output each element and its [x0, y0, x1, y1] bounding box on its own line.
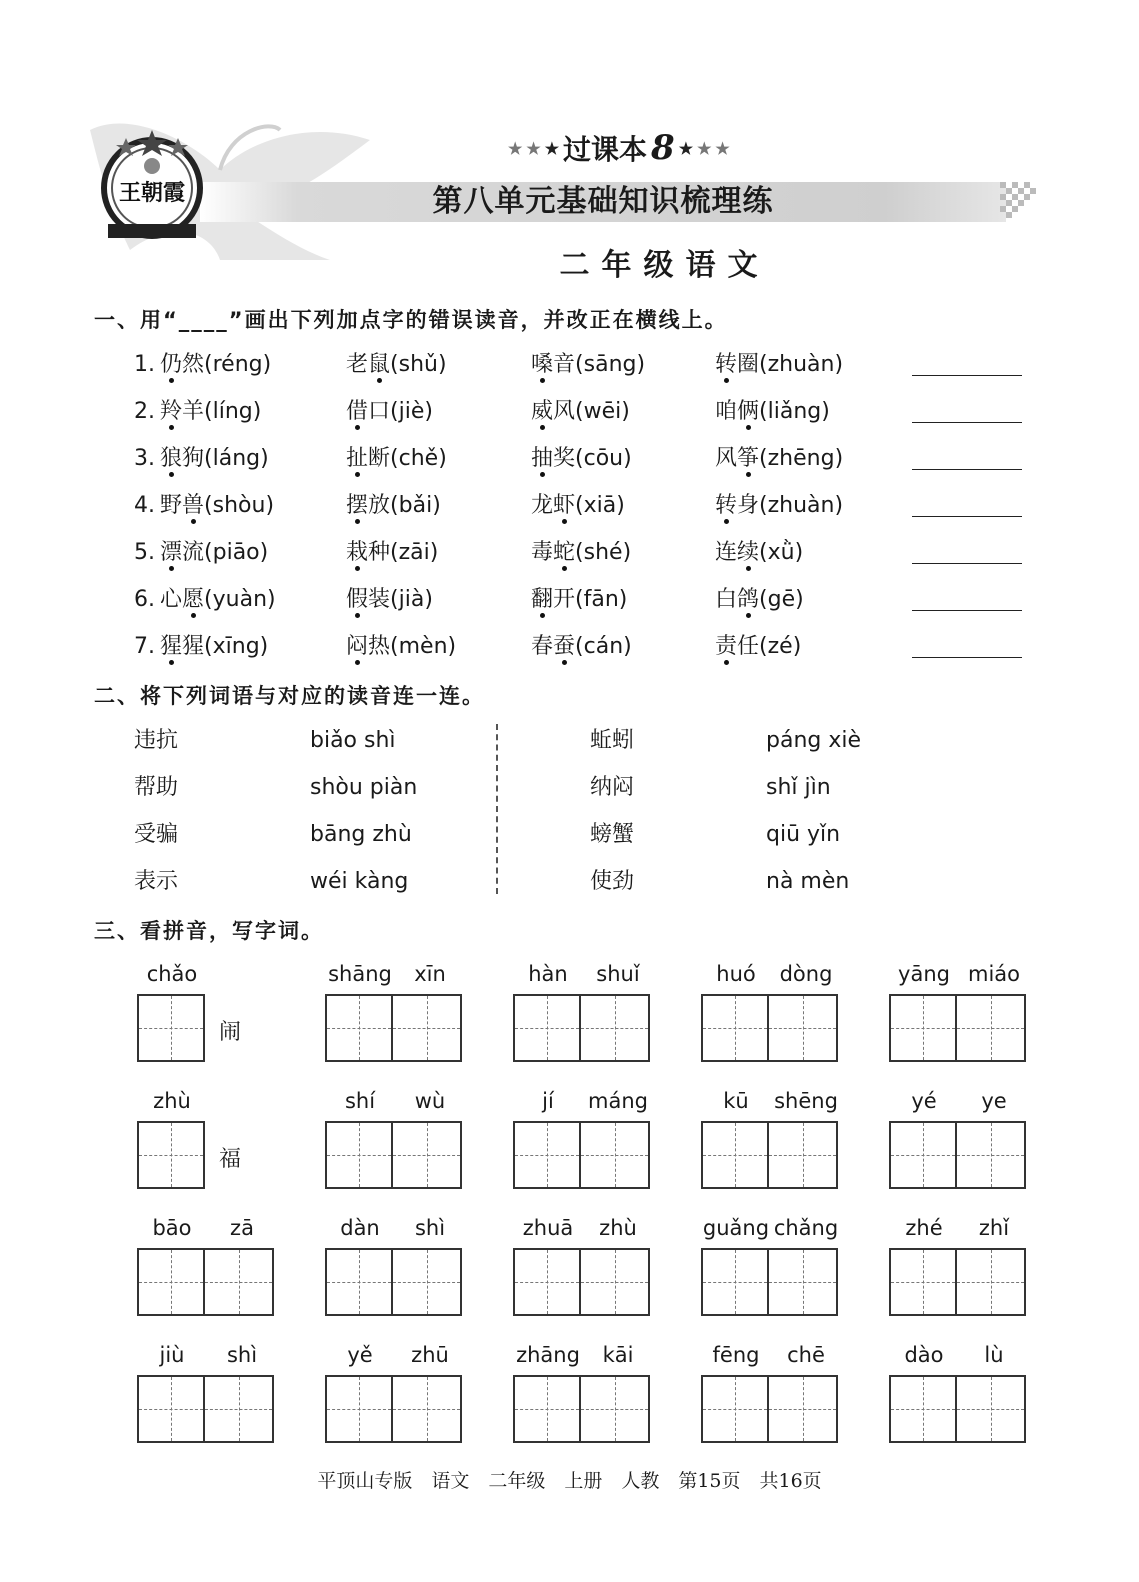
writing-box[interactable] [957, 994, 1026, 1062]
word [160, 634, 204, 659]
pinyin-option[interactable]: bāng zhù [310, 822, 412, 847]
word-pinyin-item: 春蚕(cán) [531, 634, 632, 659]
pinyin: zé [767, 634, 793, 659]
character: 转 [715, 493, 738, 518]
character: 蛇 [553, 540, 576, 565]
writing-grid [701, 1121, 838, 1189]
word [715, 446, 759, 471]
writing-grid [137, 1121, 205, 1189]
word-pinyin-item: 老鼠(shǔ) [346, 352, 447, 377]
character: 心 [160, 587, 183, 612]
pinyin-label: máng [588, 1089, 648, 1113]
pinyin-label: lù [984, 1343, 1004, 1367]
pinyin-label: yāng [898, 962, 950, 986]
pinyin-option[interactable]: nà mèn [766, 869, 850, 894]
pinyin-option[interactable]: biǎo shì [310, 728, 396, 753]
writing-grid [325, 1121, 462, 1189]
pinyin-label: zhǐ [978, 1216, 1010, 1240]
writing-box[interactable] [769, 994, 838, 1062]
pinyin-label: shí [344, 1089, 376, 1113]
character: 责 [715, 634, 738, 659]
pinyin-label: kāi [602, 1343, 634, 1367]
word [160, 446, 204, 471]
pinyin-option[interactable]: páng xiè [766, 728, 862, 753]
writing-box[interactable] [581, 994, 650, 1062]
character: 热 [368, 634, 391, 659]
character: 狗 [182, 446, 205, 471]
word-option[interactable]: 受骗 [134, 822, 179, 847]
writing-box[interactable] [769, 1375, 838, 1443]
word-pinyin-item: 扯断(chě) [346, 446, 447, 471]
character: 身 [737, 493, 760, 518]
word-pinyin-item: 闷热(mèn) [346, 634, 457, 659]
section1-heading: 一、用“____”画出下列加点字的错误读音，并改正在横线上。 [94, 308, 728, 332]
series-prefix: 过课本 [563, 133, 648, 166]
page-footer: 平顶山专版 语文 二年级 上册 人教 第15页 共16页 [317, 1470, 822, 1492]
star-icon: ★ [544, 138, 560, 158]
word-pinyin-item: 狼狗(láng) [160, 446, 269, 471]
word-pinyin-item: 野兽(shòu) [160, 493, 275, 518]
pinyin-label: dòng [779, 962, 833, 986]
row-number: 1. [134, 352, 155, 377]
pinyin-label: chǎng [773, 1216, 839, 1240]
pinyin-label: fēng [712, 1343, 760, 1367]
character: 猩 [160, 634, 183, 659]
pinyin-label: wù [414, 1089, 446, 1113]
character: 流 [182, 540, 205, 565]
writing-box[interactable] [957, 1121, 1026, 1189]
answer-blank[interactable] [912, 563, 1022, 564]
writing-box[interactable] [513, 1375, 581, 1443]
writing-box[interactable] [205, 1248, 274, 1316]
character: 仍 [160, 352, 183, 377]
character: 春 [531, 634, 554, 659]
word [531, 446, 575, 471]
answer-blank[interactable] [912, 422, 1022, 423]
writing-grid [137, 1375, 274, 1443]
word-pinyin-item: 转身(zhuàn) [715, 493, 844, 518]
character: 威 [531, 399, 554, 424]
word-pinyin-item: 翻开(fān) [531, 587, 628, 612]
pinyin: piāo [212, 540, 260, 565]
pinyin-label: shì [414, 1216, 446, 1240]
word-pinyin-item: 猩猩(xīng) [160, 634, 269, 659]
character: 摆 [346, 493, 369, 518]
pinyin: láng [212, 446, 261, 471]
writing-box[interactable] [137, 1375, 205, 1443]
pinyin: xīng [212, 634, 260, 659]
word [531, 587, 575, 612]
writing-box[interactable] [957, 1248, 1026, 1316]
word-pinyin-item: 白鸽(gē) [715, 587, 804, 612]
pinyin: yuàn [212, 587, 268, 612]
pinyin: shòu [212, 493, 266, 518]
word [346, 446, 390, 471]
pinyin-label: yé [911, 1089, 937, 1113]
word [531, 493, 575, 518]
character: 口 [368, 399, 391, 424]
row-number: 6. [134, 587, 155, 612]
answer-blank[interactable] [912, 375, 1022, 376]
writing-box[interactable] [957, 1375, 1026, 1443]
pinyin: xǜ [767, 540, 795, 565]
word-option[interactable]: 蚯蚓 [590, 728, 635, 753]
writing-grid [889, 1375, 1026, 1443]
writing-grid [889, 1248, 1026, 1316]
star-icon: ★ [678, 138, 694, 158]
writing-box[interactable] [137, 994, 205, 1062]
character: 放 [368, 493, 391, 518]
word-pinyin-item: 连续(xǜ) [715, 540, 804, 565]
writing-box[interactable] [889, 1375, 957, 1443]
pinyin-label: zhū [411, 1343, 449, 1367]
character: 鼠 [368, 352, 391, 377]
pinyin-label: yě [347, 1343, 373, 1367]
series-number: 8 [651, 128, 675, 168]
writing-grid [325, 994, 462, 1062]
writing-grid [701, 1375, 838, 1443]
word [715, 587, 759, 612]
writing-box[interactable] [513, 1121, 581, 1189]
pinyin-label: zhù [153, 1089, 191, 1113]
word [160, 493, 204, 518]
word-pinyin-item: 栽种(zāi) [346, 540, 439, 565]
pinyin: fān [583, 587, 619, 612]
character: 白 [715, 587, 738, 612]
row-number: 4. [134, 493, 155, 518]
writing-box[interactable] [137, 1248, 205, 1316]
pinyin-label: chǎo [146, 962, 198, 986]
row-number: 3. [134, 446, 155, 471]
word-pinyin-item: 龙虾(xiā) [531, 493, 625, 518]
pinyin-label: jí [542, 1089, 554, 1113]
word [160, 587, 204, 612]
word [531, 540, 575, 565]
writing-box[interactable] [137, 1121, 205, 1189]
pinyin-label: dàn [340, 1216, 380, 1240]
writing-box[interactable] [701, 1121, 769, 1189]
row-number: 2. [134, 399, 155, 424]
character: 借 [346, 399, 369, 424]
word [715, 634, 759, 659]
answer-blank[interactable] [912, 469, 1022, 470]
pinyin: jià [398, 587, 425, 612]
word-option[interactable]: 纳闷 [590, 775, 635, 800]
character: 兽 [182, 493, 205, 518]
word-pinyin-item: 假装(jià) [346, 587, 433, 612]
writing-box[interactable] [513, 1248, 581, 1316]
character: 抽 [531, 446, 554, 471]
word-pinyin-item: 威风(wēi) [531, 399, 630, 424]
character: 羚 [160, 399, 183, 424]
writing-box[interactable] [393, 1248, 462, 1316]
writing-box[interactable] [701, 1248, 769, 1316]
writing-grid [701, 1248, 838, 1316]
pinyin: wēi [583, 399, 622, 424]
character: 狼 [160, 446, 183, 471]
word-pinyin-item: 心愿(yuàn) [160, 587, 276, 612]
pinyin-label: shuǐ [596, 962, 640, 986]
writing-box[interactable] [513, 994, 581, 1062]
writing-box[interactable] [769, 1121, 838, 1189]
pinyin-label: bāo [152, 1216, 192, 1240]
writing-grid [513, 1375, 650, 1443]
character: 圈 [737, 352, 760, 377]
pinyin: zhēng [767, 446, 835, 471]
publisher-logo [96, 128, 208, 240]
word [346, 352, 390, 377]
writing-box[interactable] [325, 994, 393, 1062]
character: 咱 [715, 399, 738, 424]
logo-text: 王朝霞 [118, 180, 186, 206]
word-pinyin-item: 漂流(piāo) [160, 540, 269, 565]
given-character: 闹 [219, 1020, 242, 1045]
pinyin-label: chē [787, 1343, 825, 1367]
character: 龙 [531, 493, 554, 518]
pinyin-label: ye [981, 1089, 1007, 1113]
character: 羊 [182, 399, 205, 424]
pinyin: sāng [583, 352, 637, 377]
character: 翻 [531, 587, 554, 612]
word [715, 540, 759, 565]
pinyin-label: hàn [528, 962, 568, 986]
pinyin-option[interactable]: shòu piàn [310, 775, 418, 800]
character: 蚕 [553, 634, 576, 659]
pinyin: liǎng [767, 399, 822, 424]
pinyin-option[interactable]: wéi kàng [310, 869, 409, 894]
word-pinyin-item: 风筝(zhēng) [715, 446, 844, 471]
character: 虾 [553, 493, 576, 518]
star-icon: ★ [508, 138, 523, 158]
pinyin-label: guǎng [702, 1216, 770, 1240]
character: 闷 [346, 634, 369, 659]
word-option[interactable]: 螃蟹 [590, 822, 635, 847]
answer-blank[interactable] [912, 516, 1022, 517]
word-pinyin-item: 羚羊(líng) [160, 399, 262, 424]
pinyin: zhuàn [767, 493, 835, 518]
pinyin-label: jiù [159, 1343, 185, 1367]
word-option[interactable]: 帮助 [134, 775, 179, 800]
word [346, 634, 390, 659]
writing-box[interactable] [889, 1121, 957, 1189]
writing-grid [889, 1121, 1026, 1189]
pinyin-option[interactable]: shǐ jìn [766, 775, 831, 800]
word-pinyin-item: 摆放(bǎi) [346, 493, 441, 518]
word-option[interactable]: 违抗 [134, 728, 179, 753]
word [531, 352, 575, 377]
writing-box[interactable] [889, 1248, 957, 1316]
pinyin: shǔ [398, 352, 438, 377]
star-icon: ★ [715, 138, 730, 158]
character: 连 [715, 540, 738, 565]
pinyin: réng [212, 352, 263, 377]
page-subtitle: 二年级语文 [559, 248, 770, 283]
pinyin: jiè [398, 399, 425, 424]
pinyin-label: zhuā [522, 1216, 574, 1240]
character: 扯 [346, 446, 369, 471]
word-option[interactable]: 使劲 [590, 869, 635, 894]
character: 毒 [531, 540, 554, 565]
word-pinyin-item: 嗓音(sāng) [531, 352, 646, 377]
word [160, 352, 204, 377]
character: 筝 [737, 446, 760, 471]
writing-grid [513, 1121, 650, 1189]
word [531, 399, 575, 424]
word-pinyin-item: 毒蛇(shé) [531, 540, 632, 565]
word [346, 540, 390, 565]
answer-blank[interactable] [912, 610, 1022, 611]
writing-grid [513, 994, 650, 1062]
word [346, 587, 390, 612]
writing-grid [325, 1248, 462, 1316]
pinyin: mèn [398, 634, 448, 659]
writing-box[interactable] [581, 1375, 650, 1443]
word [346, 493, 390, 518]
character: 俩 [737, 399, 760, 424]
pinyin: chě [398, 446, 439, 471]
character: 开 [553, 587, 576, 612]
writing-box[interactable] [701, 1375, 769, 1443]
character: 奖 [553, 446, 576, 471]
pinyin-option[interactable]: qiū yǐn [766, 822, 841, 847]
section2-heading: 二、将下列词语与对应的读音连一连。 [94, 684, 485, 708]
writing-box[interactable] [701, 994, 769, 1062]
word [715, 493, 759, 518]
character: 任 [737, 634, 760, 659]
word-pinyin-item: 责任(zé) [715, 634, 802, 659]
word [160, 399, 204, 424]
character: 装 [368, 587, 391, 612]
pinyin: bǎi [398, 493, 433, 518]
character: 野 [160, 493, 183, 518]
word-pinyin-item: 抽奖(cōu) [531, 446, 632, 471]
series-label [508, 128, 730, 168]
writing-grid [137, 1248, 274, 1316]
character: 嗓 [531, 352, 554, 377]
word-pinyin-item: 仍然(réng) [160, 352, 272, 377]
character: 愿 [182, 587, 205, 612]
writing-grid [701, 994, 838, 1062]
word [160, 540, 204, 565]
character: 假 [346, 587, 369, 612]
pinyin: shé [583, 540, 623, 565]
given-character: 福 [219, 1147, 242, 1172]
word-pinyin-item: 咱俩(liǎng) [715, 399, 830, 424]
character: 风 [715, 446, 738, 471]
writing-box[interactable] [205, 1375, 274, 1443]
word [531, 634, 575, 659]
pinyin: cōu [583, 446, 624, 471]
character: 续 [737, 540, 760, 565]
pinyin-label: shēng [774, 1089, 838, 1113]
writing-grid [889, 994, 1026, 1062]
pinyin: líng [212, 399, 253, 424]
star-icon: ★ [697, 138, 712, 158]
pinyin-label: zā [230, 1216, 254, 1240]
pinyin: zāi [398, 540, 430, 565]
writing-box[interactable] [393, 994, 462, 1062]
pinyin-label: xīn [414, 962, 446, 986]
answer-blank[interactable] [912, 657, 1022, 658]
character: 然 [182, 352, 205, 377]
word-pinyin-item: 转圈(zhuàn) [715, 352, 844, 377]
pinyin-label: dào [904, 1343, 944, 1367]
character: 音 [553, 352, 576, 377]
writing-grid [513, 1248, 650, 1316]
character: 老 [346, 352, 369, 377]
pinyin-label: shāng [328, 962, 392, 986]
section3-heading: 三、看拼音，写字词。 [94, 919, 324, 943]
character: 猩 [182, 634, 205, 659]
character: 断 [368, 446, 391, 471]
writing-box[interactable] [325, 1248, 393, 1316]
writing-grid [325, 1375, 462, 1443]
page-title: 第八单元基础知识梳理练 [432, 184, 774, 219]
pinyin: gē [767, 587, 796, 612]
writing-box[interactable] [889, 994, 957, 1062]
pinyin-label: zhù [599, 1216, 637, 1240]
character: 风 [553, 399, 576, 424]
character: 漂 [160, 540, 183, 565]
word-option[interactable]: 表示 [134, 869, 179, 894]
writing-grid [137, 994, 205, 1062]
pinyin-label: huó [716, 962, 756, 986]
word [715, 352, 759, 377]
pinyin: zhuàn [767, 352, 835, 377]
writing-box[interactable] [769, 1248, 838, 1316]
pinyin: cán [583, 634, 624, 659]
pinyin-label: shì [226, 1343, 258, 1367]
character: 鸽 [737, 587, 760, 612]
word [715, 399, 759, 424]
writing-box[interactable] [393, 1121, 462, 1189]
pinyin-label: miáo [967, 962, 1020, 986]
writing-box[interactable] [325, 1375, 393, 1443]
word [346, 399, 390, 424]
character: 栽 [346, 540, 369, 565]
word-pinyin-item: 借口(jiè) [346, 399, 433, 424]
pinyin-label: zhāng [516, 1343, 580, 1367]
character: 转 [715, 352, 738, 377]
star-icon: ★ [526, 138, 541, 158]
divider-line [496, 724, 498, 894]
writing-box[interactable] [393, 1375, 462, 1443]
pinyin-label: zhé [905, 1216, 943, 1240]
writing-box[interactable] [325, 1121, 393, 1189]
pinyin-label: kū [723, 1089, 749, 1113]
character: 种 [368, 540, 391, 565]
row-number: 5. [134, 540, 155, 565]
row-number: 7. [134, 634, 155, 659]
pinyin: xiā [583, 493, 617, 518]
writing-box[interactable] [581, 1248, 650, 1316]
writing-box[interactable] [581, 1121, 650, 1189]
